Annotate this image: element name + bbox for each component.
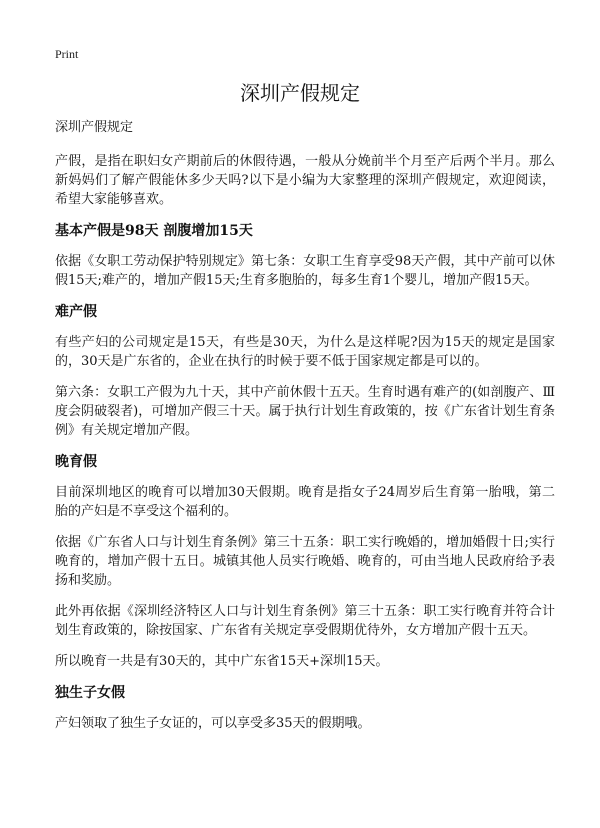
section-paragraph: 此外再依据《深圳经济特区人口与计划生育条例》第三十五条：职工实行晚育并符合计划生育政策的，除按国家、广东省有关规定享受假期优待外，女方增加产假十五天。 bbox=[55, 604, 555, 638]
section-paragraph: 依据《广东省人口与计划生育条例》第三十五条：职工实行晚婚的，增加婚假十日;实行晚育的，增加产假十五日。城镇其他人员实行晚婚、晚育的，可由当地人民政府给予表扬和奖励。 bbox=[55, 535, 555, 588]
section-heading: 晚育假 bbox=[55, 454, 97, 470]
section-paragraph: 依据《女职工劳动保护特别规定》第七条：女职工生育享受98天产假，其中产前可以休假15天;难产的，增加产假15天;生育多胞胎的，每多生育1个婴儿，增加产假15天。 bbox=[55, 254, 555, 288]
section-paragraph: 有些产妇的公司规定是15天，有些是30天，为什么是这样呢?因为15天的规定是国家的，30天是广东省的，企业在执行的时候于要不低于国家规定都是可以的。 bbox=[55, 335, 555, 369]
section-late-birth-leave bbox=[55, 452, 555, 671]
section-paragraph: 目前深圳地区的晚育可以增加30天假期。晚育是指女子24周岁后生育第一胎哦，第二胎的产妇是不享受这个福利的。 bbox=[55, 485, 555, 519]
section-basic-leave bbox=[55, 221, 555, 290]
section-heading: 难产假 bbox=[55, 304, 97, 320]
section-only-child-leave bbox=[55, 683, 555, 733]
document-subtitle: 深圳产假规定 bbox=[55, 120, 134, 135]
page-title: 深圳产假规定 bbox=[240, 81, 360, 105]
intro-paragraph: 产假，是指在职妇女产期前后的休假待遇，一般从分娩前半个月至产后两个半月。那么新妈妈们了解产假能休多少天吗?以下是小编为大家整理的深圳产假规定，欢迎阅读，希望大家能够喜欢。 bbox=[55, 154, 555, 207]
section-heading: 独生子女假 bbox=[55, 685, 125, 701]
print-link[interactable]: Print bbox=[55, 47, 79, 61]
section-paragraph: 第六条：女职工产假为九十天，其中产前休假十五天。生育时遇有难产的(如剖腹产、Ⅲ度会阴破裂者)，可增加产假三十天。属于执行计划生育政策的，按《广东省计划生育条例》有关规定增加产假。 bbox=[55, 385, 555, 438]
section-heading: 基本产假是98天 剖腹增加15天 bbox=[55, 223, 253, 239]
article-body bbox=[55, 118, 555, 745]
section-paragraph: 所以晚育一共是有30天的，其中广东省15天+深圳15天。 bbox=[55, 654, 389, 669]
section-difficult-birth-leave bbox=[55, 302, 555, 440]
section-paragraph: 产妇领取了独生子女证的，可以享受多35天的假期哦。 bbox=[55, 716, 371, 731]
